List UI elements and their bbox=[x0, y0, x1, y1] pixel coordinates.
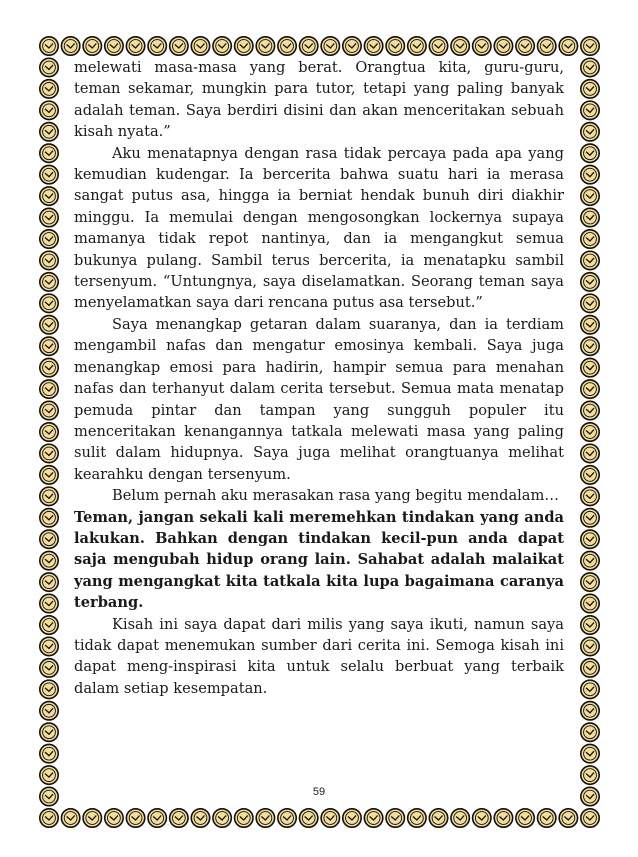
clock-icon bbox=[40, 337, 58, 355]
clock-icon bbox=[581, 58, 599, 76]
clock-icon bbox=[581, 123, 599, 141]
clock-icon bbox=[581, 466, 599, 484]
clock-icon bbox=[40, 187, 58, 205]
clock-icon bbox=[473, 809, 491, 827]
clock-icon bbox=[256, 37, 274, 55]
clock-icon bbox=[191, 809, 209, 827]
clock-icon bbox=[494, 37, 512, 55]
clock-icon bbox=[516, 809, 534, 827]
clock-icon bbox=[386, 37, 404, 55]
clock-icon bbox=[40, 680, 58, 698]
clock-icon bbox=[148, 809, 166, 827]
clock-icon bbox=[581, 380, 599, 398]
clock-icon bbox=[473, 37, 491, 55]
clock-icon bbox=[581, 702, 599, 720]
clock-icon bbox=[40, 509, 58, 527]
clock-icon bbox=[40, 637, 58, 655]
clock-icon bbox=[213, 37, 231, 55]
clock-icon bbox=[40, 551, 58, 569]
clock-icon bbox=[581, 509, 599, 527]
clock-icon bbox=[40, 744, 58, 762]
clock-icon bbox=[408, 37, 426, 55]
clock-icon bbox=[40, 380, 58, 398]
clock-icon bbox=[40, 123, 58, 141]
clock-icon bbox=[40, 80, 58, 98]
clock-icon bbox=[581, 144, 599, 162]
paragraph-5-bold: Teman, jangan sekali kali meremehkan tindakan yang anda lakukan. Bahkan dengan tindakan kecil-pun anda dapat saja mengubah hidup orang lain. Sahabat adalah malaikat yang mengangkat kita tatkala kita lupa bagaimana caranya terbang. bbox=[74, 508, 564, 612]
clock-icon bbox=[40, 37, 58, 55]
clock-icon bbox=[40, 294, 58, 312]
clock-icon bbox=[40, 251, 58, 269]
clock-icon bbox=[429, 809, 447, 827]
clock-icon bbox=[40, 573, 58, 591]
clock-icon bbox=[235, 37, 253, 55]
clock-icon bbox=[581, 809, 599, 827]
clock-icon bbox=[386, 809, 404, 827]
clock-icon bbox=[278, 809, 296, 827]
clock-icon bbox=[581, 101, 599, 119]
clock-icon bbox=[61, 809, 79, 827]
clock-icon bbox=[40, 487, 58, 505]
paragraph-2: Aku menatapnya dengan rasa tidak percaya pada apa yang kemudian kudengar. Ia bercerita bahwa suatu hari ia merasa sangat putus asa, hingga ia berniat hendak bunuh diri diakhir minggu. Ia memulai dengan mengosongkan lockernya supaya mamanya tidak repot nantinya, dan ia mengangkut semua bukunya pulang. Sambil terus bercerita, ia menatapku sambil tersenyum. “Untungnya, saya diselamatkan. Seorang teman saya menyelamatkan saya dari rencana putus asa tersebut.” bbox=[74, 144, 564, 312]
body-text bbox=[74, 57, 564, 699]
clock-icon bbox=[581, 616, 599, 634]
clock-icon bbox=[235, 809, 253, 827]
clock-icon bbox=[40, 273, 58, 291]
clock-icon bbox=[581, 316, 599, 334]
clock-icon bbox=[581, 594, 599, 612]
clock-icon bbox=[170, 37, 188, 55]
clock-icon bbox=[40, 101, 58, 119]
clock-icon bbox=[581, 744, 599, 762]
clock-icon bbox=[40, 144, 58, 162]
clock-icon bbox=[126, 37, 144, 55]
clock-icon bbox=[105, 37, 123, 55]
clock-icon bbox=[40, 401, 58, 419]
clock-icon bbox=[40, 594, 58, 612]
clock-icon bbox=[581, 401, 599, 419]
clock-icon bbox=[40, 616, 58, 634]
clock-icon bbox=[559, 37, 577, 55]
clock-icon bbox=[40, 208, 58, 226]
clock-icon bbox=[40, 809, 58, 827]
paragraph-1: melewati masa-masa yang berat. Orangtua kita, guru-guru, teman sekamar, mungkin para tutor, tetapi yang paling banyak adalah teman. Saya berdiri disini dan akan menceritakan sebuah kisah nyata.” bbox=[74, 59, 564, 141]
clock-icon bbox=[61, 37, 79, 55]
clock-icon bbox=[581, 273, 599, 291]
clock-icon bbox=[581, 723, 599, 741]
clock-icon bbox=[581, 659, 599, 677]
clock-icon bbox=[40, 702, 58, 720]
clock-icon bbox=[364, 37, 382, 55]
clock-icon bbox=[581, 530, 599, 548]
clock-icon bbox=[40, 766, 58, 784]
clock-icon bbox=[40, 466, 58, 484]
clock-icon bbox=[581, 487, 599, 505]
clock-icon bbox=[451, 37, 469, 55]
clock-icon bbox=[581, 337, 599, 355]
clock-icon bbox=[581, 80, 599, 98]
clock-icon bbox=[213, 809, 231, 827]
clock-icon bbox=[581, 294, 599, 312]
clock-icon bbox=[321, 809, 339, 827]
clock-icon bbox=[494, 809, 512, 827]
clock-icon bbox=[40, 316, 58, 334]
clock-icon bbox=[408, 809, 426, 827]
clock-icon bbox=[581, 766, 599, 784]
clock-icon bbox=[343, 809, 361, 827]
clock-icon bbox=[429, 37, 447, 55]
clock-icon bbox=[343, 37, 361, 55]
clock-icon bbox=[321, 37, 339, 55]
clock-icon bbox=[581, 165, 599, 183]
clock-icon bbox=[581, 680, 599, 698]
clock-icon bbox=[83, 37, 101, 55]
clock-icon bbox=[451, 809, 469, 827]
clock-icon bbox=[364, 809, 382, 827]
clock-icon bbox=[256, 809, 274, 827]
clock-icon bbox=[278, 37, 296, 55]
clock-icon bbox=[40, 423, 58, 441]
clock-icon bbox=[538, 37, 556, 55]
clock-icon bbox=[40, 723, 58, 741]
clock-icon bbox=[105, 809, 123, 827]
clock-icon bbox=[581, 251, 599, 269]
paragraph-4: Belum pernah aku merasakan rasa yang begitu mendalam… bbox=[112, 487, 559, 505]
clock-icon bbox=[581, 208, 599, 226]
clock-icon bbox=[581, 37, 599, 55]
clock-icon bbox=[40, 165, 58, 183]
clock-icon bbox=[581, 230, 599, 248]
paragraph-6: Kisah ini saya dapat dari milis yang saya ikuti, namun saya tidak dapat menemukan sumber dari cerita ini. Semoga kisah ini dapat meng-inspirasi kita untuk selalu berbuat yang terbaik dalam setiap kesempatan. bbox=[74, 615, 564, 697]
clock-icon bbox=[148, 37, 166, 55]
clock-icon bbox=[126, 809, 144, 827]
clock-icon bbox=[191, 37, 209, 55]
clock-icon bbox=[559, 809, 577, 827]
clock-icon bbox=[581, 423, 599, 441]
paragraph-3: Saya menangkap getaran dalam suaranya, dan ia terdiam mengambil nafas dan mengatur emosinya kembali. Saya juga menangkap emosi para hadirin, hampir semua para menahan nafas dan terhanyut dalam cerita tersebut. Semua mata menatap pemuda pintar dan tampan yang sungguh populer itu menceritakan kenangannya tatkala melewati masa yang paling sulit dalam hidupnya. Saya juga melihat orangtuanya melihat kearahku dengan tersenyum. bbox=[74, 315, 564, 483]
clock-icon bbox=[40, 358, 58, 376]
clock-icon bbox=[40, 230, 58, 248]
clock-icon bbox=[40, 659, 58, 677]
clock-icon bbox=[581, 358, 599, 376]
clock-icon bbox=[299, 37, 317, 55]
clock-icon bbox=[40, 58, 58, 76]
clock-icon bbox=[516, 37, 534, 55]
clock-icon bbox=[170, 809, 188, 827]
clock-icon bbox=[299, 809, 317, 827]
clock-icon bbox=[40, 444, 58, 462]
clock-icon bbox=[581, 187, 599, 205]
clock-icon bbox=[581, 573, 599, 591]
clock-icon bbox=[581, 444, 599, 462]
clock-icon bbox=[40, 530, 58, 548]
clock-icon bbox=[581, 551, 599, 569]
clock-icon bbox=[83, 809, 101, 827]
clock-icon bbox=[538, 809, 556, 827]
clock-icon bbox=[581, 637, 599, 655]
page-number: 59 bbox=[312, 786, 326, 798]
